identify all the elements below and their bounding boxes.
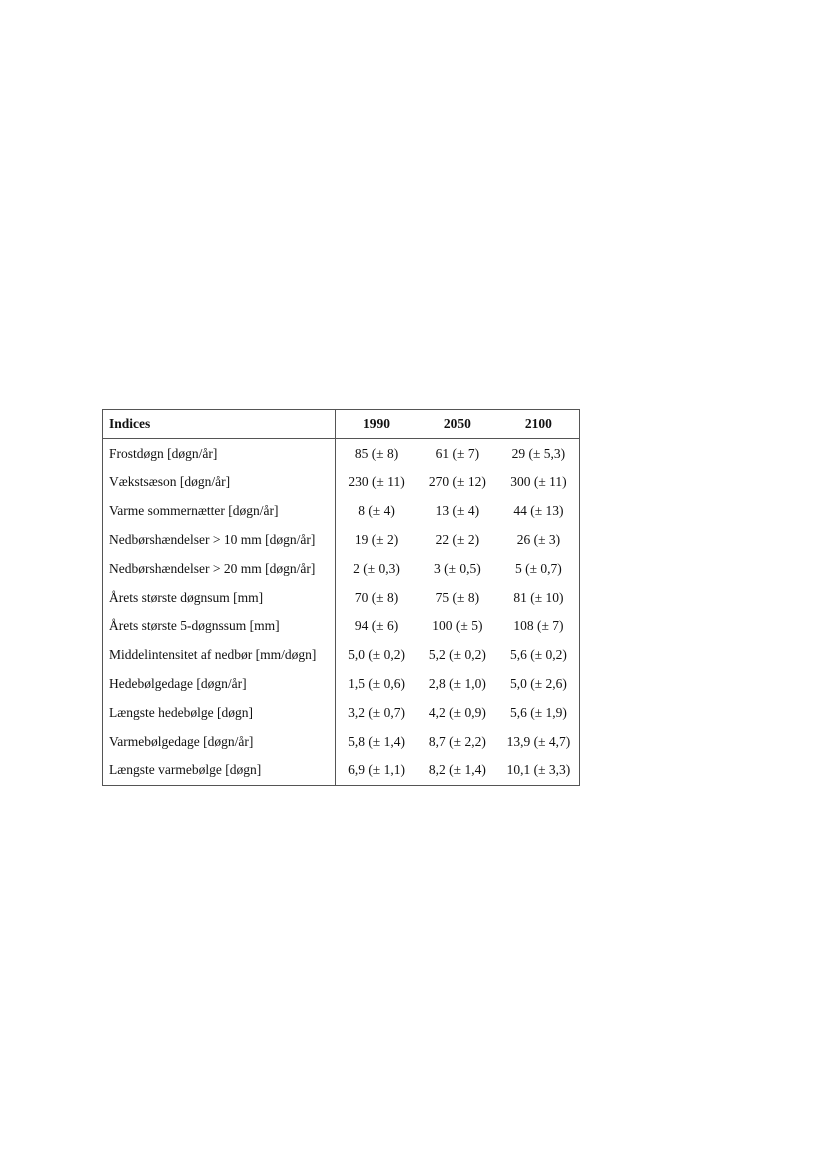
cell-2050: 61 (± 7) [435,445,480,461]
row-label: Længste varmebølge [døgn] [103,756,336,785]
table-header [103,410,580,439]
cell-1990: 70 (± 8) [354,589,399,605]
table-row [103,756,580,785]
cell-1990: 1,5 (± 0,6) [348,676,405,692]
cell-2100: 44 (± 13) [513,503,564,519]
table-body [103,439,580,786]
cell-1990: 94 (± 6) [354,618,399,634]
cell-2100: 26 (± 3) [516,532,561,548]
row-label: Årets største 5-døgnssum [mm] [103,612,336,641]
header-row [103,410,580,439]
table-row [103,439,580,468]
header-1990: 1990 [336,410,417,439]
row-label: Hedebølgedage [døgn/år] [103,669,336,698]
table-row [103,497,580,526]
row-label: Årets største døgnsum [mm] [103,583,336,612]
row-label: Nedbørshændelser > 20 mm [døgn/år] [103,554,336,583]
cell-2050: 8,2 (± 1,4) [428,762,486,778]
cell-1990: 5,0 (± 0,2) [348,647,405,663]
cell-2050: 22 (± 2) [435,532,480,548]
header-2100: 2100 [498,410,580,439]
table-row [103,669,580,698]
cell-1990: 230 (± 11) [348,474,405,490]
header-2050: 2050 [417,410,498,439]
table-row [103,583,580,612]
cell-2100: 108 (± 7) [513,618,564,634]
cell-2050: 8,7 (± 2,2) [428,733,486,749]
cell-1990: 8 (± 4) [358,503,395,519]
table-row [103,554,580,583]
cell-1990: 5,8 (± 1,4) [348,733,405,749]
cell-2100: 5,6 (± 1,9) [509,704,567,720]
cell-2100: 5,0 (± 2,6) [509,676,567,692]
row-label: Nedbørshændelser > 10 mm [døgn/år] [103,525,336,554]
cell-2100: 81 (± 10) [513,589,564,605]
cell-2100: 10,1 (± 3,3) [506,762,571,778]
table-row [103,468,580,497]
cell-2050: 2,8 (± 1,0) [428,676,486,692]
climate-indices-table [102,409,580,786]
header-indices: Indices [103,410,336,439]
table-row [103,641,580,670]
cell-2100: 300 (± 11) [510,474,567,490]
cell-2050: 75 (± 8) [435,589,480,605]
row-label: Varme sommernætter [døgn/år] [103,497,336,526]
cell-1990: 2 (± 0,3) [353,560,400,576]
table-row [103,727,580,756]
cell-1990: 19 (± 2) [354,532,399,548]
cell-2050: 13 (± 4) [435,503,480,519]
cell-2100: 29 (± 5,3) [511,445,566,461]
cell-2100: 5,6 (± 0,2) [509,647,567,663]
row-label: Længste hedebølge [døgn] [103,698,336,727]
row-label: Frostdøgn [døgn/år] [103,439,336,468]
cell-2050: 5,2 (± 0,2) [428,647,486,663]
row-label: Varmebølgedage [døgn/år] [103,727,336,756]
cell-2050: 4,2 (± 0,9) [428,704,486,720]
cell-1990: 85 (± 8) [354,445,399,461]
cell-2050: 3 (± 0,5) [433,560,481,576]
cell-1990: 6,9 (± 1,1) [348,762,405,778]
table-row [103,525,580,554]
cell-2100: 5 (± 0,7) [515,560,562,576]
row-label: Middelintensitet af nedbør [mm/døgn] [103,641,336,670]
cell-2050: 270 (± 12) [428,474,486,490]
cell-2100: 13,9 (± 4,7) [506,733,571,749]
table-row [103,612,580,641]
cell-2050: 100 (± 5) [432,618,483,634]
table-row [103,698,580,727]
cell-1990: 3,2 (± 0,7) [348,704,405,720]
row-label: Vækstsæson [døgn/år] [103,468,336,497]
